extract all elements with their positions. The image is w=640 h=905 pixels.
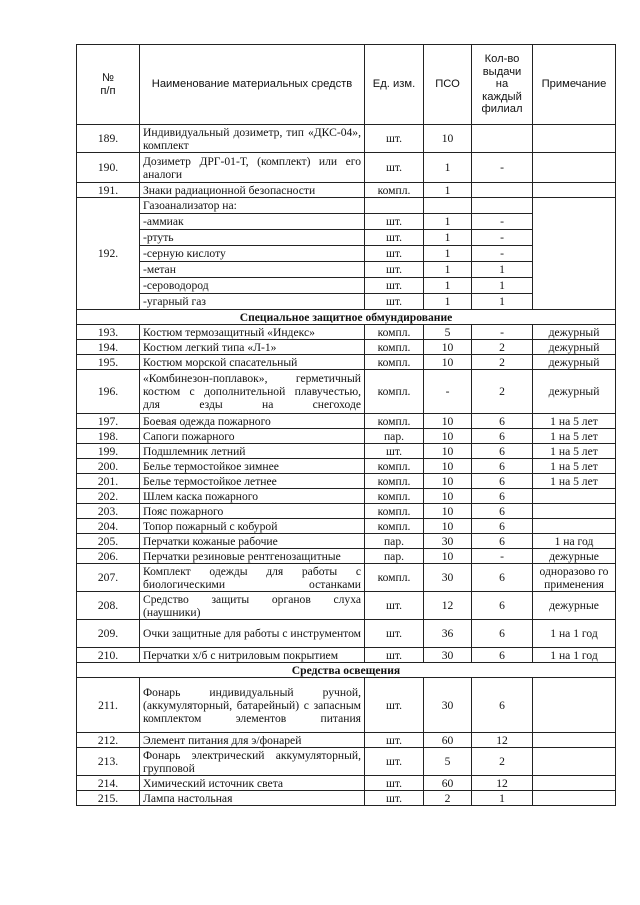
table-row (77, 325, 616, 340)
subrow-name: -серную кислоту (140, 246, 365, 262)
col-header-pso: ПСО (424, 45, 472, 125)
col-header-name: Наименование материальных средств (140, 45, 365, 125)
row-note (533, 748, 616, 776)
row-note: 1 на год (533, 534, 616, 549)
row-note (533, 776, 616, 791)
row-pso: 2 (424, 791, 472, 806)
subrow-unit: шт. (365, 230, 424, 246)
row-pso: 10 (424, 355, 472, 370)
subrow-name: -аммиак (140, 214, 365, 230)
row-unit: компл. (365, 325, 424, 340)
row-pso: 30 (424, 678, 472, 733)
row-name: «Комбинезон-поплавок», герметичный костюм с дополнительной плавучестью, для езды на снегоходе (140, 370, 365, 414)
row-qty: 6 (472, 489, 533, 504)
row-pso: 60 (424, 733, 472, 748)
subrow-name: -ртуть (140, 230, 365, 246)
row-qty: 2 (472, 370, 533, 414)
row-number: 199. (77, 444, 140, 459)
row-pso: 10 (424, 504, 472, 519)
row-number: 212. (77, 733, 140, 748)
row-name: Комплект одежды для работы с биологическими останками (140, 564, 365, 592)
row-name: Белье термостойкое зимнее (140, 459, 365, 474)
row-note (533, 733, 616, 748)
row-unit: шт. (365, 748, 424, 776)
row-unit: компл. (365, 414, 424, 429)
row-unit: шт. (365, 791, 424, 806)
row-pso: 36 (424, 620, 472, 648)
row-unit: пар. (365, 534, 424, 549)
row-name: Белье термостойкое летнее (140, 474, 365, 489)
table-row (77, 489, 616, 504)
row-qty: 6 (472, 459, 533, 474)
row-number: 196. (77, 370, 140, 414)
row-number: 206. (77, 549, 140, 564)
row-pso: - (424, 370, 472, 414)
row-name: Фонарь электрический аккумуляторный, групповой (140, 748, 365, 776)
table-row (77, 355, 616, 370)
table-row (77, 198, 616, 214)
subrow-pso: 1 (424, 246, 472, 262)
subrow-unit: шт. (365, 262, 424, 278)
row-note: 1 на 1 год (533, 620, 616, 648)
table-row (77, 340, 616, 355)
row-qty: 6 (472, 534, 533, 549)
row-number: 198. (77, 429, 140, 444)
row-qty: - (472, 153, 533, 183)
row-note: дежурный (533, 355, 616, 370)
table-row (77, 592, 616, 620)
row-note: 1 на 5 лет (533, 474, 616, 489)
row-name: Боевая одежда пожарного (140, 414, 365, 429)
row-number: 201. (77, 474, 140, 489)
subrow-name: -сероводород (140, 278, 365, 294)
row-unit: шт. (365, 620, 424, 648)
subrow-qty: 1 (472, 278, 533, 294)
row-note (533, 678, 616, 733)
row-note: дежурные (533, 549, 616, 564)
row-note (533, 183, 616, 198)
row-qty: 12 (472, 776, 533, 791)
row-name: Перчатки кожаные рабочие (140, 534, 365, 549)
table-row (77, 125, 616, 153)
row-unit: шт. (365, 678, 424, 733)
subrow-pso: 1 (424, 278, 472, 294)
table-row (77, 153, 616, 183)
row-number: 189. (77, 125, 140, 153)
subrow-unit: шт. (365, 294, 424, 310)
section-row (77, 663, 616, 678)
row-note (533, 504, 616, 519)
row-qty: - (472, 325, 533, 340)
row-note (533, 519, 616, 534)
row-number: 213. (77, 748, 140, 776)
row-note: 1 на 5 лет (533, 414, 616, 429)
subrow-qty: 1 (472, 294, 533, 310)
row-qty (472, 183, 533, 198)
row-number: 210. (77, 648, 140, 663)
row-pso: 30 (424, 564, 472, 592)
table-row (77, 748, 616, 776)
table-row (77, 429, 616, 444)
row-unit: пар. (365, 549, 424, 564)
row-name: Очки защитные для работы с инструментом (140, 620, 365, 648)
row-pso: 10 (424, 459, 472, 474)
row-qty: 12 (472, 733, 533, 748)
table-row (77, 459, 616, 474)
row-number: 207. (77, 564, 140, 592)
row-unit: компл. (365, 504, 424, 519)
row-unit: компл. (365, 183, 424, 198)
row-unit: шт. (365, 125, 424, 153)
row-name: Костюм термозащитный «Индекс» (140, 325, 365, 340)
table-row (77, 504, 616, 519)
row-number: 211. (77, 678, 140, 733)
row-number: 191. (77, 183, 140, 198)
row-qty: 6 (472, 648, 533, 663)
subrow-qty: 1 (472, 262, 533, 278)
row-unit: компл. (365, 489, 424, 504)
row-number: 205. (77, 534, 140, 549)
row-note: 1 на 5 лет (533, 429, 616, 444)
row-qty: 6 (472, 504, 533, 519)
row-unit: шт. (365, 733, 424, 748)
subrow-qty: - (472, 214, 533, 230)
row-pso: 30 (424, 648, 472, 663)
row-unit: компл. (365, 564, 424, 592)
row-number: 194. (77, 340, 140, 355)
table-row (77, 474, 616, 489)
table-row (77, 519, 616, 534)
row-unit: компл. (365, 340, 424, 355)
table-row (77, 534, 616, 549)
row-number: 202. (77, 489, 140, 504)
row-name: Химический источник света (140, 776, 365, 791)
row-number: 208. (77, 592, 140, 620)
subrow-unit: шт. (365, 214, 424, 230)
row-name: Элемент питания для э/фонарей (140, 733, 365, 748)
subrow-pso: 1 (424, 294, 472, 310)
row-unit: компл. (365, 459, 424, 474)
row-unit: компл. (365, 519, 424, 534)
row-qty: 6 (472, 564, 533, 592)
row-name: Газоанализатор на: (140, 198, 365, 214)
row-number: 214. (77, 776, 140, 791)
row-number: 204. (77, 519, 140, 534)
row-unit: шт. (365, 592, 424, 620)
row-qty: 2 (472, 355, 533, 370)
row-name: Сапоги пожарного (140, 429, 365, 444)
subrow-qty: - (472, 230, 533, 246)
row-name: Пояс пожарного (140, 504, 365, 519)
row-note: дежурный (533, 340, 616, 355)
row-qty (472, 125, 533, 153)
table-row (77, 370, 616, 414)
row-unit: компл. (365, 474, 424, 489)
subrow-name: -угарный газ (140, 294, 365, 310)
table-row (77, 791, 616, 806)
row-note: дежурный (533, 325, 616, 340)
table-row (77, 183, 616, 198)
row-number: 192. (77, 198, 140, 310)
row-qty: 6 (472, 678, 533, 733)
materials-table (76, 44, 616, 806)
col-header-unit: Ед. изм. (365, 45, 424, 125)
subrow-pso: 1 (424, 214, 472, 230)
row-name: Костюм легкий типа «Л-1» (140, 340, 365, 355)
table-row (77, 733, 616, 748)
row-note: 1 на 5 лет (533, 444, 616, 459)
row-note (533, 489, 616, 504)
row-number: 215. (77, 791, 140, 806)
subrow-qty: - (472, 246, 533, 262)
row-unit: пар. (365, 429, 424, 444)
row-number: 195. (77, 355, 140, 370)
col-header-quantity: Кол-во выдачи на каждый филиал (472, 45, 533, 125)
table-row (77, 776, 616, 791)
subrow-name: -метан (140, 262, 365, 278)
row-name: Шлем каска пожарного (140, 489, 365, 504)
row-number: 197. (77, 414, 140, 429)
table-row (77, 620, 616, 648)
table-row (77, 414, 616, 429)
row-number: 200. (77, 459, 140, 474)
row-pso: 12 (424, 592, 472, 620)
row-name: Лампа настольная (140, 791, 365, 806)
row-pso: 10 (424, 340, 472, 355)
table-row (77, 678, 616, 733)
subrow-unit: шт. (365, 246, 424, 262)
row-qty: 2 (472, 748, 533, 776)
row-name: Средство защиты органов слуха (наушники) (140, 592, 365, 620)
section-title: Средства освещения (77, 663, 616, 678)
row-name: Индивидуальный дозиметр, тип «ДКС-04», комплект (140, 125, 365, 153)
row-qty: 6 (472, 519, 533, 534)
row-note: 1 на 5 лет (533, 459, 616, 474)
table-header-row (77, 45, 616, 125)
subrow-pso: 1 (424, 262, 472, 278)
subrow-unit: шт. (365, 278, 424, 294)
col-header-note: Примечание (533, 45, 616, 125)
row-qty: 6 (472, 429, 533, 444)
table-row (77, 648, 616, 663)
row-pso: 1 (424, 183, 472, 198)
row-pso: 10 (424, 474, 472, 489)
row-name: Перчатки х/б с нитриловым покрытием (140, 648, 365, 663)
subrow-pso: 1 (424, 230, 472, 246)
row-name: Фонарь индивидуальный ручной, (аккумуляторный, батарейный) с запасным комплектом элементов питания (140, 678, 365, 733)
section-title: Специальное защитное обмундирование (77, 310, 616, 325)
row-name: Перчатки резиновые рентгенозащитные (140, 549, 365, 564)
row-name: Костюм морской спасательный (140, 355, 365, 370)
row-note: дежурные (533, 592, 616, 620)
row-pso: 10 (424, 414, 472, 429)
row-note: 1 на 1 год (533, 648, 616, 663)
table-row (77, 564, 616, 592)
row-qty: - (472, 549, 533, 564)
row-qty: 2 (472, 340, 533, 355)
row-pso: 30 (424, 534, 472, 549)
row-qty: 1 (472, 791, 533, 806)
row-note: дежурный (533, 370, 616, 414)
row-pso: 10 (424, 444, 472, 459)
col-header-number: № п/п (77, 45, 140, 125)
row-unit: шт. (365, 444, 424, 459)
row-unit: шт. (365, 776, 424, 791)
row-unit: компл. (365, 370, 424, 414)
row-unit: шт. (365, 648, 424, 663)
table-row (77, 444, 616, 459)
row-qty: 6 (472, 620, 533, 648)
row-qty: 6 (472, 414, 533, 429)
row-pso: 5 (424, 325, 472, 340)
row-pso: 10 (424, 489, 472, 504)
row-name: Топор пожарный с кобурой (140, 519, 365, 534)
row-number: 190. (77, 153, 140, 183)
row-name: Подшлемник летний (140, 444, 365, 459)
row-qty: 6 (472, 592, 533, 620)
row-note (533, 125, 616, 153)
row-unit: компл. (365, 355, 424, 370)
row-unit: шт. (365, 153, 424, 183)
row-name: Знаки радиационной безопасности (140, 183, 365, 198)
row-number: 209. (77, 620, 140, 648)
row-pso: 10 (424, 125, 472, 153)
row-pso: 5 (424, 748, 472, 776)
row-pso: 10 (424, 549, 472, 564)
table-row (77, 549, 616, 564)
row-name: Дозиметр ДРГ-01-Т, (комплект) или его аналоги (140, 153, 365, 183)
row-pso: 10 (424, 519, 472, 534)
row-number: 203. (77, 504, 140, 519)
row-qty: 6 (472, 444, 533, 459)
section-row (77, 310, 616, 325)
row-note (533, 153, 616, 183)
row-qty: 6 (472, 474, 533, 489)
row-pso: 1 (424, 153, 472, 183)
row-note: одноразово го применения (533, 564, 616, 592)
row-note (533, 791, 616, 806)
row-pso: 60 (424, 776, 472, 791)
row-number: 193. (77, 325, 140, 340)
row-pso: 10 (424, 429, 472, 444)
